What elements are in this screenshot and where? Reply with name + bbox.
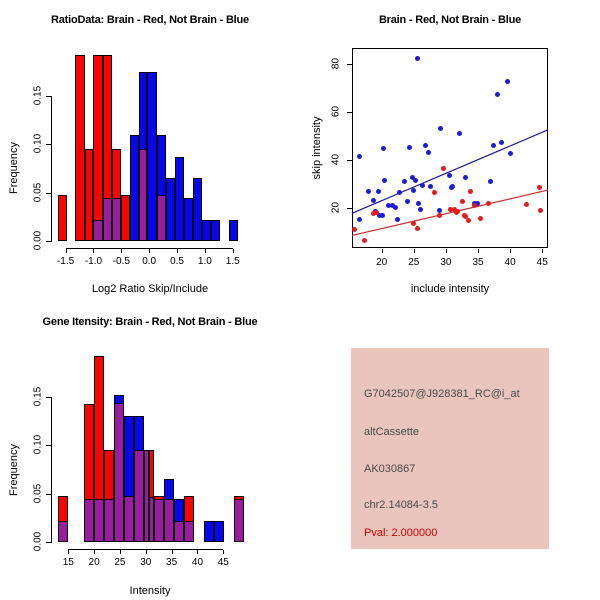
histogram-bar xyxy=(130,135,138,241)
scatter-point-brain xyxy=(478,216,483,221)
histogram-overlap-bar xyxy=(164,499,174,542)
histogram-overlap-bar xyxy=(124,496,134,542)
x-tick-mark xyxy=(121,249,122,253)
histogram-bar xyxy=(193,178,202,241)
x-tick-label: 35 xyxy=(166,557,178,568)
x-tick-label: 15 xyxy=(62,557,74,568)
scatter-point-not-brain xyxy=(415,56,420,61)
x-tick-mark xyxy=(68,550,69,554)
histogram-overlap-bar xyxy=(234,499,244,542)
histogram-bar xyxy=(147,72,156,241)
histogram-bar xyxy=(229,220,238,241)
x-tick-label: 25 xyxy=(408,257,420,268)
x-tick-label: 35 xyxy=(472,257,484,268)
scatter-point-not-brain xyxy=(381,146,386,151)
x-tick-label: 45 xyxy=(217,557,229,568)
histogram-overlap-bar xyxy=(94,499,104,542)
info-line-pval: Pval: 2.000000 xyxy=(364,527,438,539)
histogram-overlap-bar xyxy=(112,198,121,241)
x-tick-mark xyxy=(66,249,67,253)
x-tick-mark xyxy=(205,249,206,253)
y-tick-mark xyxy=(46,144,51,145)
scatter-point-not-brain xyxy=(405,199,410,204)
scatter-point-not-brain xyxy=(402,179,407,184)
y-tick-label: 0.00 xyxy=(32,230,44,251)
histogram-overlap-bar xyxy=(104,499,114,542)
regression-lines-layer xyxy=(300,0,600,300)
y-tick-mark xyxy=(46,397,51,398)
scatter-point-not-brain xyxy=(450,184,455,189)
x-tick-mark xyxy=(197,550,198,554)
x-tick-label: 20 xyxy=(88,557,100,568)
x-tick-label: 45 xyxy=(536,257,548,268)
y-tick-label: 0.10 xyxy=(32,435,44,455)
histogram-bar xyxy=(75,55,84,241)
scatter-point-not-brain xyxy=(508,151,513,156)
x-tick-mark xyxy=(120,550,121,554)
scatter-point-not-brain xyxy=(376,189,381,194)
x-tick-label: -1.0 xyxy=(84,256,103,267)
histogram-bar xyxy=(184,198,193,241)
y-tick-label: 0.15 xyxy=(32,386,44,407)
histogram-bar xyxy=(214,521,224,542)
histogram-overlap-bar xyxy=(114,403,124,542)
x-tick-label: 40 xyxy=(504,257,516,268)
y-tick-mark xyxy=(46,193,51,194)
info-line-probe-id: G7042507@J928381_RC@i_at xyxy=(364,388,520,400)
regression-line-fit-not-brain xyxy=(352,130,548,214)
scatter-point-not-brain xyxy=(411,188,416,193)
intensity-scatter-title: Brain - Red, Not Brain - Blue xyxy=(378,14,522,26)
histogram-bar xyxy=(211,220,220,241)
histogram-overlap-bar xyxy=(139,149,148,241)
x-tick-label: -0.5 xyxy=(112,256,130,267)
panel-gene-info xyxy=(300,300,600,600)
scatter-point-not-brain xyxy=(499,140,504,145)
scatter-point-not-brain xyxy=(418,207,423,212)
histogram-overlap-bar xyxy=(134,450,144,542)
x-tick-mark xyxy=(94,550,95,554)
panel-ratio-histogram xyxy=(0,0,300,300)
histogram-overlap-bar xyxy=(84,499,94,542)
histogram-overlap-bar xyxy=(93,220,102,241)
x-tick-label: -1.5 xyxy=(56,256,75,267)
scatter-point-not-brain xyxy=(491,143,496,148)
histogram-overlap-bar xyxy=(58,521,68,542)
x-tick-label: 25 xyxy=(114,557,126,568)
scatter-point-not-brain xyxy=(397,190,402,195)
ratio-histogram-plot xyxy=(0,0,300,300)
x-tick-label: 1.5 xyxy=(225,256,240,267)
y-tick-label: 0.00 xyxy=(32,531,44,552)
histogram-bar xyxy=(58,195,66,241)
histogram-bar xyxy=(166,178,175,241)
y-tick-label: 0.05 xyxy=(32,182,44,202)
histogram-bar xyxy=(202,220,211,241)
scatter-point-not-brain xyxy=(420,183,425,188)
y-axis-line xyxy=(51,397,52,543)
panel-intensity-scatter xyxy=(300,0,600,300)
histogram-overlap-bar xyxy=(184,521,194,542)
histogram-bar xyxy=(175,157,184,241)
histogram-bar xyxy=(121,195,130,241)
x-tick-mark xyxy=(93,249,94,253)
histogram-bar xyxy=(204,521,214,542)
y-tick-label: 0.15 xyxy=(32,85,44,106)
x-tick-mark xyxy=(149,249,150,253)
y-tick-mark xyxy=(46,445,51,446)
histogram-overlap-bar xyxy=(157,195,166,241)
scatter-point-not-brain xyxy=(426,150,431,155)
intensity-scatter-plot xyxy=(300,0,600,300)
y-tick-mark xyxy=(46,96,51,97)
intensity-scatter-y-axis-label: skip intensity xyxy=(311,116,323,180)
scatter-point-not-brain xyxy=(357,217,362,222)
gene-intensity-histogram-plot xyxy=(0,300,300,600)
y-tick-mark xyxy=(46,542,51,543)
info-line-locus: chr2.14084-3.5 xyxy=(364,499,438,511)
gene-intensity-histogram-x-axis-label: Intensity xyxy=(129,585,171,597)
y-tick-label: 40 xyxy=(330,154,342,166)
y-tick-label: 0.05 xyxy=(32,483,44,503)
scatter-point-brain xyxy=(411,221,416,226)
x-tick-label: 20 xyxy=(376,257,388,268)
scatter-point-not-brain xyxy=(366,189,371,194)
y-tick-label: 0.10 xyxy=(32,134,44,154)
scatter-point-not-brain xyxy=(413,178,418,183)
x-tick-mark xyxy=(233,249,234,253)
x-tick-label: 1.0 xyxy=(197,256,212,267)
x-tick-label: 30 xyxy=(140,557,152,568)
scatter-point-not-brain xyxy=(382,178,387,183)
scatter-point-not-brain xyxy=(380,213,385,218)
y-tick-mark xyxy=(46,241,51,242)
gene-info-box xyxy=(351,348,549,549)
x-tick-mark xyxy=(223,550,224,554)
scatter-point-brain xyxy=(432,190,437,195)
histogram-bar xyxy=(85,149,94,241)
histogram-overlap-bar xyxy=(103,198,112,241)
x-tick-label: 30 xyxy=(440,257,452,268)
histogram-overlap-bar xyxy=(174,521,184,542)
x-tick-label: 0.0 xyxy=(142,256,157,267)
panel-gene-intensity-histogram xyxy=(0,300,300,600)
y-tick-label: 20 xyxy=(330,202,342,214)
scatter-point-brain xyxy=(524,202,529,207)
scatter-point-not-brain xyxy=(407,145,412,150)
info-line-accession: AK030867 xyxy=(364,463,416,475)
info-line-event-type: altCassette xyxy=(364,426,420,438)
ratio-histogram-x-axis-label: Log2 Ratio Skip/Include xyxy=(91,283,209,295)
gene-intensity-histogram-y-axis-label: Frequency xyxy=(8,444,20,496)
histogram-overlap-bar xyxy=(154,499,164,542)
scatter-point-brain xyxy=(466,218,471,223)
x-tick-mark xyxy=(146,550,147,554)
y-tick-label: 80 xyxy=(330,58,342,70)
intensity-scatter-x-axis-label: include intensity xyxy=(410,283,490,295)
scatter-point-not-brain xyxy=(395,217,400,222)
y-tick-label: 60 xyxy=(330,106,342,118)
x-tick-mark xyxy=(172,550,173,554)
y-tick-mark xyxy=(46,494,51,495)
histogram-bar xyxy=(93,55,102,241)
gene-intensity-histogram-title: Gene Itensity: Brain - Red, Not Brain - Blue xyxy=(42,316,258,328)
scatter-point-not-brain xyxy=(423,143,428,148)
y-axis-line xyxy=(51,96,52,242)
ratio-histogram-y-axis-label: Frequency xyxy=(8,142,20,194)
x-tick-label: 0.5 xyxy=(170,256,184,267)
ratio-histogram-title: RatioData: Brain - Red, Not Brain - Blue xyxy=(51,14,249,26)
x-tick-mark xyxy=(177,249,178,253)
x-tick-label: 40 xyxy=(191,557,204,568)
